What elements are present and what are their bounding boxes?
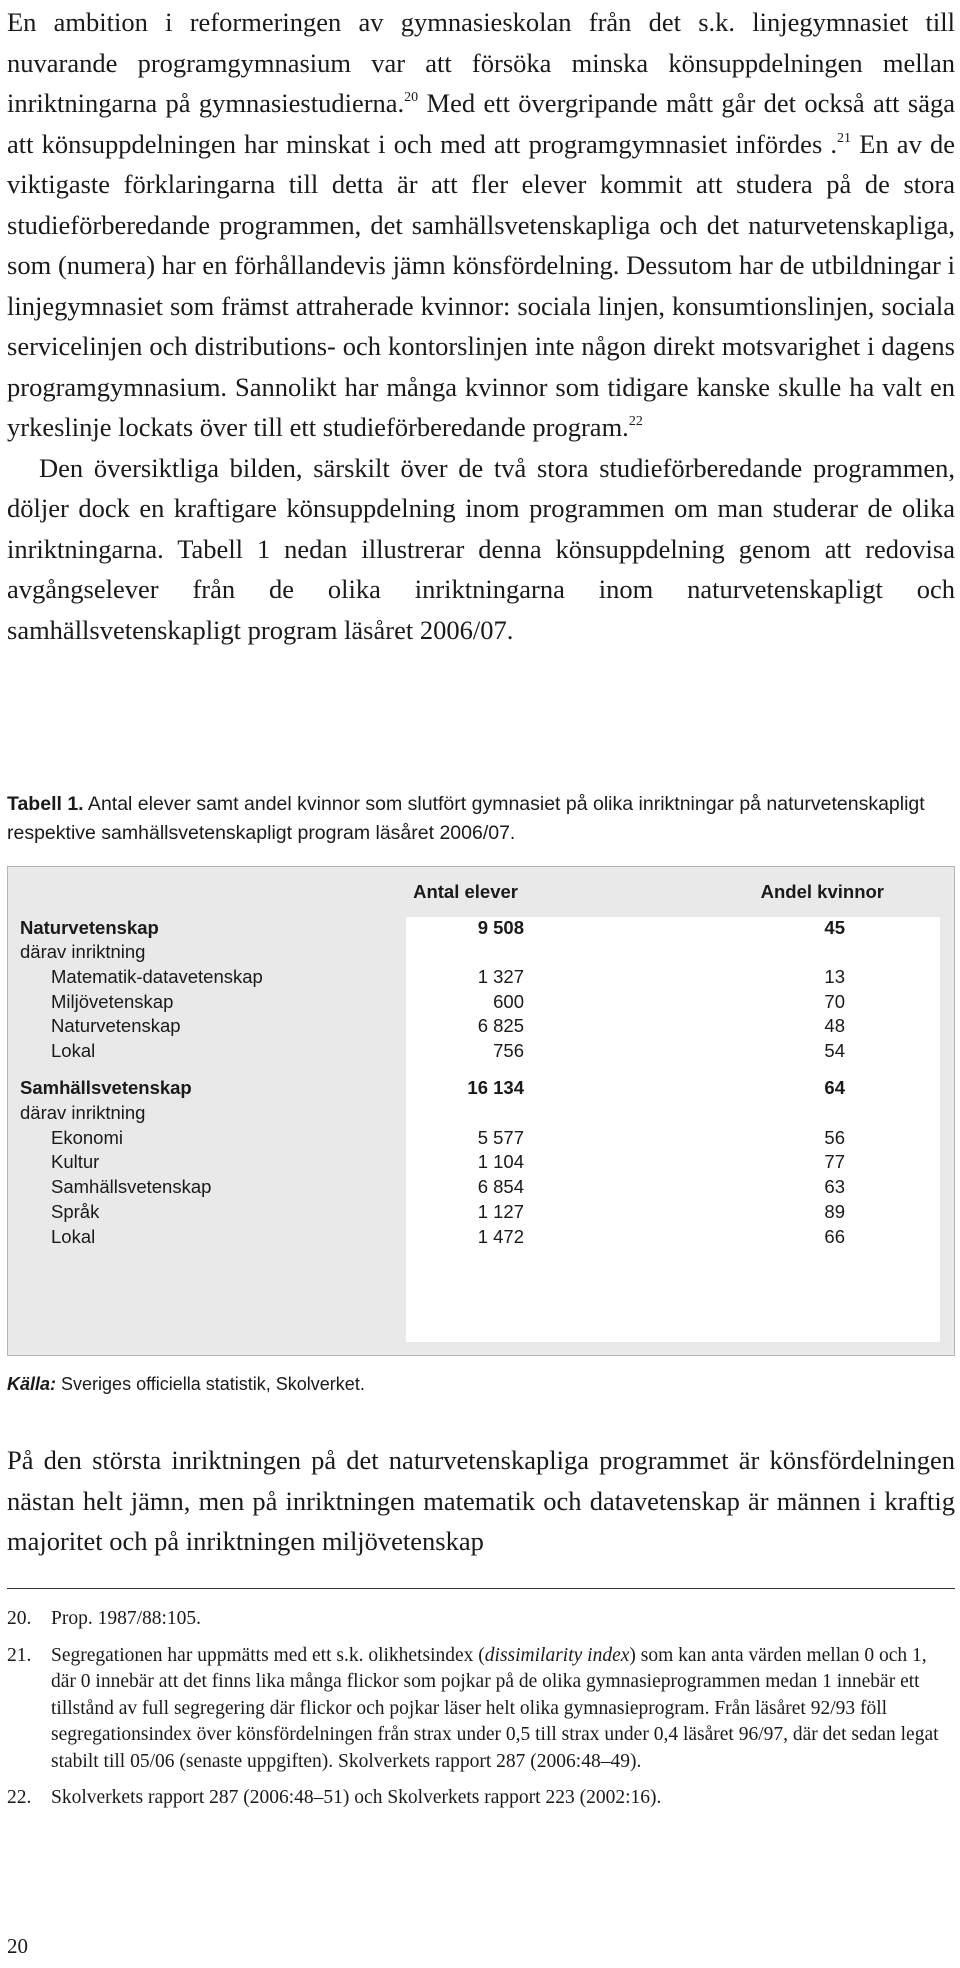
table-row: Naturvetenskap 6 825 48 — [51, 1015, 845, 1036]
table-source — [7, 1370, 365, 1398]
source-text: Sveriges officiella statistik, Skolverket. — [56, 1374, 365, 1394]
paragraph-3: På den största inriktningen på det naturvetenskapliga programmet är könsfördelningen nästan helt jämn, men på inriktningen matematik och datavetenskap är männen i kraftig majoritet och på inriktningen miljövetenskap — [7, 1445, 955, 1556]
source-label: Källa: — [7, 1374, 57, 1394]
column-header-antal: Antal elever — [413, 881, 518, 902]
footnote-22: 22. Skolverkets rapport 287 (2006:48–51) och Skolverkets rapport 223 (2002:16). — [7, 1787, 662, 1808]
continuation-text — [7, 1440, 955, 1562]
footnotes — [7, 1606, 955, 1822]
footnote-divider — [7, 1588, 955, 1589]
table-row: Lokal 756 54 — [51, 1040, 845, 1061]
table-row: Naturvetenskap 9 508 45 — [20, 917, 845, 938]
footnote-ref-22[interactable]: 22 — [628, 414, 643, 429]
table-row: Språk 1 127 89 — [51, 1201, 845, 1222]
table-row: därav inriktning — [20, 941, 146, 962]
table-caption-label: Tabell 1. — [7, 793, 84, 815]
table-row: Lokal 1 472 66 — [51, 1226, 845, 1247]
table-row: Kultur 1 104 77 — [51, 1151, 845, 1172]
paragraph-2: Den översiktliga bilden, särskilt över de två stora studieförberedande programmen, döljer dock en kraftigare könsuppdelning inom programmen om man studerar de olika inriktningarna. Tabell 1 nedan illustrerar denna könsuppdelning genom att redovisa avgångselever från de olika inriktningarna inom naturvetenskapligt och samhällsvetenskapligt program läsåret 2006/07. — [7, 452, 955, 645]
footnote-21: 21. Segregationen har uppmätts med ett s.k. olikhetsindex (dissimilarity index) som kan anta värden mellan 0 och 1, där 0 innebär att det finns lika många flickor som pojkar på de olika gymnasieprogrammen medan 1 innebär ett tillstånd av full segregering där flickor och pojkar läser helt olika gymnasieprogram. Från läsåret 92/93 föll segregationsindex över könsfördelningen från strax under 0,5 till strax under 0,4 läsåret 96/97, där det sedan legat stabilt till 05/06 (senaste uppgiften). Skolverkets rapport 287 (2006:48–49). — [7, 1644, 939, 1772]
table-row: Miljövetenskap 600 70 — [51, 991, 845, 1012]
footnote-ref-21[interactable]: 21 — [837, 130, 852, 146]
table-row: därav inriktning — [20, 1102, 146, 1123]
intro-text — [7, 2, 955, 650]
paragraph-1: En ambition i reformeringen av gymnasieskolan från det s.k. linjegymnasiet till nuvarande programgymnasium var att försöka minska könsuppdelningen mellan inriktningarna på gymnasiestudierna.$^{20}$ Med ett övergripande mått går det också att säga att könsuppdelningen har minskat i och med att programgymnasiet infördes .$^{21}$ En av de viktigaste förklaringarna till detta är att fler elever kommit att studera på de stora studieförberedande programmen, det samhällsvetenskapliga och det naturvetenskapliga, som (numera) har en förhållandevis jämn könsfördelning. Dessutom har de utbildningar i linjegymnasiet som främst attraherade kvinnor: sociala linjen, konsumtionslinjen, sociala servicelinjen och distributions- och kontorslinjen inte någon direkt motsvarighet i dagens programgymnasium. Sannolikt har många kvinnor som tidigare kanske skulle ha valt en yrkeslinje lockats över till ett studieförberedande program.$^{22}$ — [7, 7, 955, 442]
table-row: Samhällsvetenskap 16 134 64 — [20, 1077, 845, 1098]
table-caption-text: Antal elever samt andel kvinnor som slutfört gymnasiet på olika inriktningar på naturvetenskapligt respektive samhällsvetenskapligt program läsåret 2006/07. — [7, 793, 925, 844]
table-caption — [7, 790, 955, 848]
table-row: Ekonomi 5 577 56 — [51, 1127, 845, 1148]
footnote-20: 20. Prop. 1987/88:105. — [7, 1608, 202, 1629]
table-row: Samhällsvetenskap 6 854 63 — [51, 1176, 845, 1197]
table-row: Matematik-datavetenskap 1 327 13 — [51, 966, 845, 987]
footnote-ref-20[interactable]: 20 — [404, 90, 419, 105]
data-table — [7, 866, 955, 1356]
column-header-andel: Andel kvinnor — [760, 881, 884, 902]
page-number: 20 — [7, 1934, 28, 1958]
